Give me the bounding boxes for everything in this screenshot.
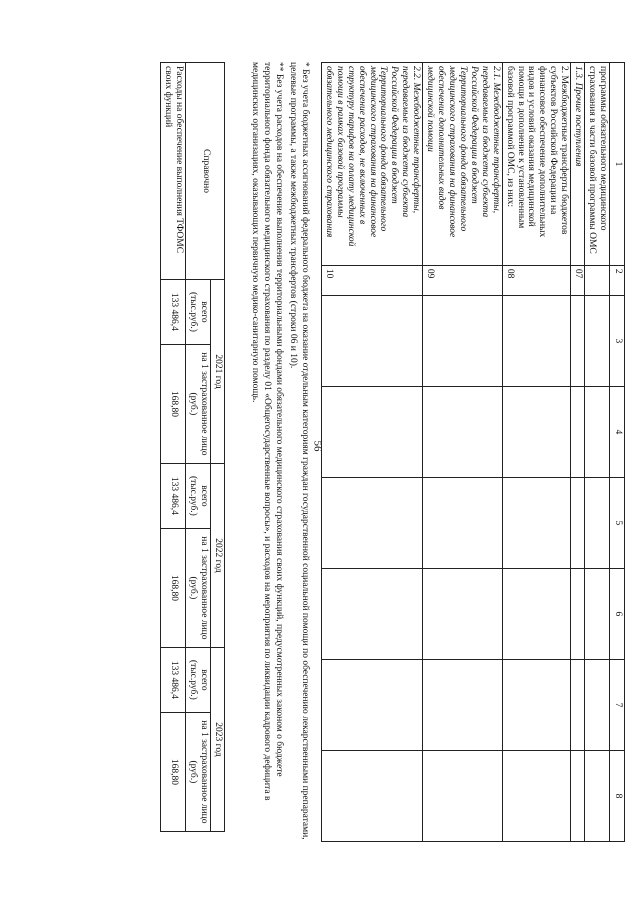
cell: [571, 568, 585, 659]
cell: [321, 659, 422, 750]
cell: [423, 295, 502, 386]
row-code: 10: [321, 265, 422, 295]
row-label: 2.2. Межбюджетные трансферты, передаваемые из бюджета субъекта Российской Федерации в бюджет Территориального фонда обязательного медицинского страхования на финансовое обеспечение расходов, не включенных в структуру тарифов на оплату медицинской помощи в рамках базовой программы обязательного медицинского страхования: [321, 63, 422, 266]
cell: [423, 659, 502, 750]
col-header: 8: [610, 750, 625, 841]
row-code: [585, 265, 610, 295]
cell: [571, 477, 585, 568]
sub-header: всего (тыс.руб.): [186, 463, 211, 528]
ref-value: 168,80: [161, 712, 186, 831]
sub-header: на 1 застрахованное лицо (руб.): [186, 344, 211, 463]
sub-header: всего (тыс.руб.): [186, 647, 211, 712]
year-header: 2022 год: [211, 463, 225, 647]
cell: [585, 750, 610, 841]
cell: [502, 568, 571, 659]
ref-value: 133 486,4: [161, 280, 186, 345]
cell: [321, 386, 422, 477]
row-code: 09: [423, 265, 502, 295]
main-table: [321, 62, 625, 842]
cell: [571, 659, 585, 750]
col-header: 3: [610, 295, 625, 386]
col-header: 4: [610, 386, 625, 477]
cell: [585, 659, 610, 750]
row-label: 2. Межбюджетные трансферты бюджетов субъектов Российской Федерации на финансовое обеспечение дополнительных видов и условий оказания медицинской помощи в дополнение к установленным базовой программой ОМС, из них:: [502, 63, 571, 266]
cell: [571, 750, 585, 841]
cell: [321, 568, 422, 659]
reference-table: [160, 62, 225, 832]
cell: [321, 477, 422, 568]
cell: [502, 659, 571, 750]
col-header: 7: [610, 659, 625, 750]
ref-value: 133 486,4: [161, 463, 186, 528]
footnote: ** Без учета расходов на обеспечение выполнения территориальными фондами обязательного медицинского страхования своих функций, предусмотренных законом о бюджете территориального фонда обязательного медицинского страхования по разделу 01 «Общегосударственные вопросы», и расходов на мероприятия по ликвидации кадрового дефицита в медицинских организациях, оказывающих первичную медико-санитарную помощь.: [250, 62, 285, 801]
col-header: 2: [610, 265, 625, 295]
sub-header: на 1 застрахованное лицо (руб.): [186, 528, 211, 647]
ref-year-row: [211, 63, 225, 832]
year-header: 2021 год: [211, 280, 225, 464]
ref-row-label: Расходы на обеспечение выполнения ТФОМС своих функций: [161, 63, 186, 280]
ref-label-header: Справочно: [186, 63, 225, 280]
col-header: 5: [610, 477, 625, 568]
cell: [585, 295, 610, 386]
sub-header: всего (тыс.руб.): [186, 280, 211, 345]
cell: [571, 295, 585, 386]
cell: [571, 386, 585, 477]
row-label: программы обязательного медицинского страхования в части базовой программы ОМС: [585, 63, 610, 266]
table-row: [571, 63, 585, 842]
row-code: 07: [571, 265, 585, 295]
cell: [423, 386, 502, 477]
sub-header: на 1 застрахованное лицо (руб.): [186, 712, 211, 831]
cell: [502, 750, 571, 841]
cell: [585, 386, 610, 477]
row-code: 08: [502, 265, 571, 295]
ref-value: 168,80: [161, 344, 186, 463]
col-header: 6: [610, 568, 625, 659]
cell: [585, 568, 610, 659]
cell: [321, 295, 422, 386]
table-row: [502, 63, 571, 842]
cell: [585, 477, 610, 568]
footnote: * Без учета бюджетных ассигнований федерального бюджета на оказание отдельным категориям граждан государственной социальной помощи по обеспечению лекарственными препаратами, целевые программы, а также межбюджетных трансфертов (строки 06 и 10).: [288, 62, 310, 840]
ref-value: 133 486,4: [161, 647, 186, 712]
row-label: 2.1. Межбюджетные трансферты, передаваемые из бюджета субъекта Российской Федерации в бюджет Территориального фонда обязательного медицинского страхования на финансовое обеспечение дополнительных видов медицинской помощи: [423, 63, 502, 266]
cell: [423, 477, 502, 568]
cell: [423, 750, 502, 841]
cell: [321, 750, 422, 841]
footnotes: [247, 62, 310, 842]
cell: [423, 568, 502, 659]
cell: [502, 295, 571, 386]
year-header: 2023 год: [211, 647, 225, 831]
col-header: 1: [610, 63, 625, 266]
table-row: [161, 63, 186, 832]
table-row: [321, 63, 422, 842]
ref-value: 168,80: [161, 528, 186, 647]
table-row: [423, 63, 502, 842]
table-row: [585, 63, 610, 842]
page-number: 56: [311, 440, 324, 452]
cell: [502, 477, 571, 568]
row-label: 1.3. Прочие поступления: [571, 63, 585, 266]
cell: [502, 386, 571, 477]
main-table-header: [610, 63, 625, 842]
